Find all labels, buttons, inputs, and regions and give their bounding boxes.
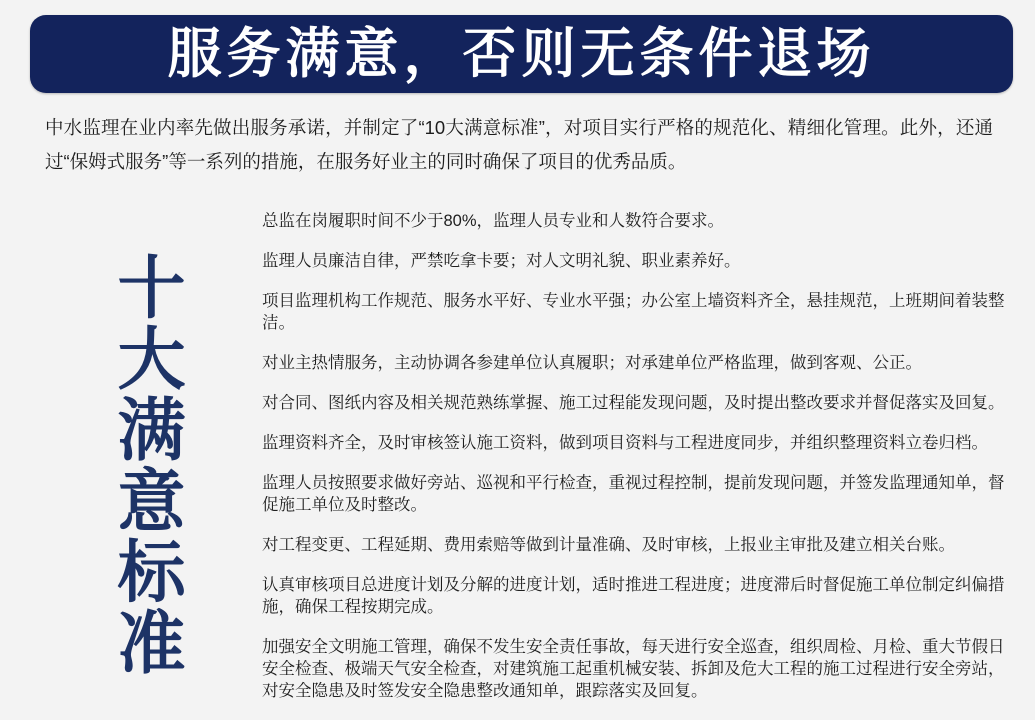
standard-item: 认真审核项目总进度计划及分解的进度计划，适时推进工程进度；进度滞后时督促施工单位制定纠偏措施，确保工程按期完成。 <box>262 576 1005 616</box>
standard-item: 监理人员廉洁自律，严禁吃拿卡要；对人文明礼貌、职业素养好。 <box>262 252 741 270</box>
intro-paragraph: 中水监理在业内率先做出服务承诺，并制定了“10大满意标准”，对项目实行严格的规范化、精细化管理。此外，还通过“保姆式服务”等一系列的措施，在服务好业主的同时确保了项目的优秀品质。 <box>45 117 993 172</box>
standard-item: 对业主热情服务，主动协调各参建单位认真履职；对承建单位严格监理，做到客观、公正。 <box>262 354 922 372</box>
standard-item: 对合同、图纸内容及相关规范熟练掌握、施工过程能发现问题，及时提出整改要求并督促落实及回复。 <box>262 394 1005 412</box>
page-title: 服务满意，否则无条件退场 <box>167 24 876 84</box>
section-vertical-title: 十大满意标准 <box>108 252 184 678</box>
standard-item: 监理资料齐全，及时审核签认施工资料，做到项目资料与工程进度同步，并组织整理资料立卷归档。 <box>262 434 988 452</box>
standard-item: 监理人员按照要求做好旁站、巡视和平行检查，重视过程控制，提前发现问题，并签发监理通知单，督促施工单位及时整改。 <box>262 474 1005 514</box>
standard-item: 项目监理机构工作规范、服务水平好、专业水平强；办公室上墙资料齐全，悬挂规范，上班期间着装整洁。 <box>262 292 1005 332</box>
standard-item: 加强安全文明施工管理，确保不发生安全责任事故，每天进行安全巡查，组织周检、月检、重大节假日安全检查、极端天气安全检查，对建筑施工起重机械安装、拆卸及危大工程的施工过程进行安全旁站，对安全隐患及时签发安全隐患整改通知单，跟踪落实及回复。 <box>262 638 1005 700</box>
standard-item: 总监在岗履职时间不少于80%，监理人员专业和人数符合要求。 <box>262 212 725 230</box>
standards-list <box>262 210 1010 702</box>
header-banner <box>30 15 1013 93</box>
standard-item: 对工程变更、工程延期、费用索赔等做到计量准确、及时审核，上报业主审批及建立相关台账。 <box>262 536 955 554</box>
